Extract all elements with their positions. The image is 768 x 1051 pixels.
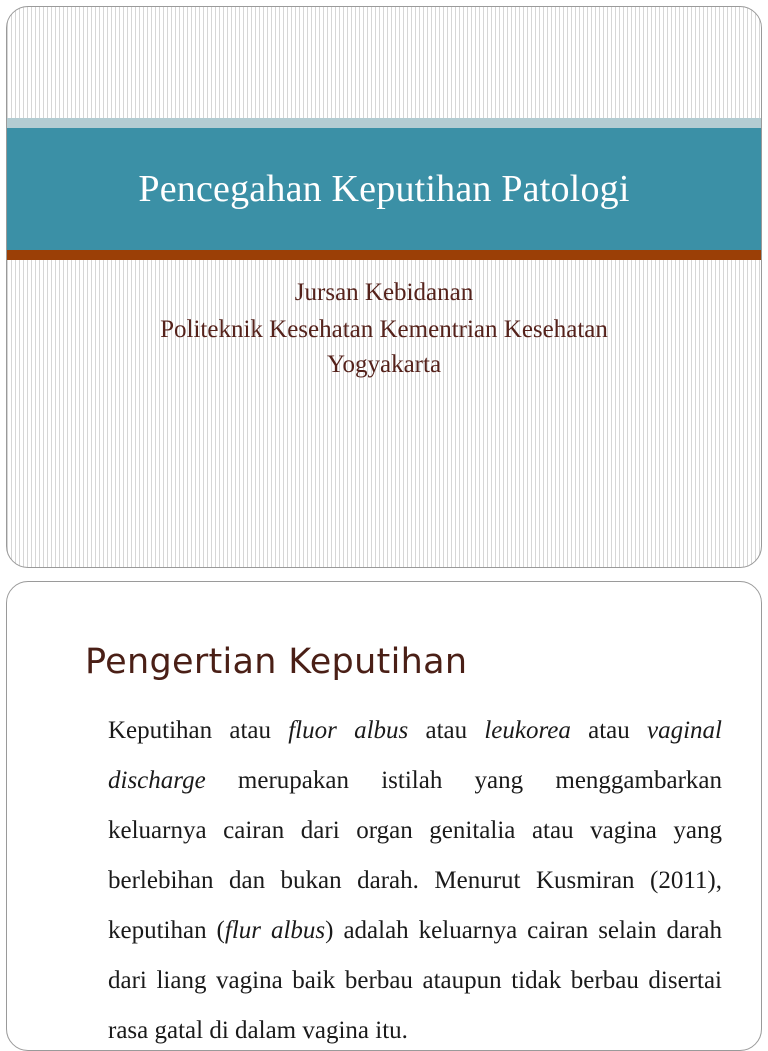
- italic-term: flur albus: [224, 917, 326, 944]
- paragraph-text: merupakan istilah yang menggambarkan keluarnya cairan dari organ genitalia atau vagina yang berlebihan dan bukan darah. Menurut Kusmiran (2011), keputihan (: [108, 767, 722, 944]
- subtitle-department: Jursan Kebidanan: [294, 279, 474, 306]
- definition-paragraph: [108, 706, 722, 1051]
- subtitle-institution: Politeknik Kesehatan Kementrian Kesehatan: [160, 316, 608, 343]
- italic-term: vaginal discharge: [108, 717, 722, 794]
- paragraph-text: atau: [570, 717, 647, 744]
- slide-subtitle: [7, 275, 761, 382]
- italic-term: leukorea: [484, 717, 571, 744]
- title-top-accent-bar: [7, 118, 761, 128]
- title-bottom-accent-bar: [7, 250, 761, 260]
- section-heading: Pengertian Keputihan: [85, 642, 468, 682]
- title-slide: [6, 6, 762, 568]
- paragraph-text: Keputihan atau: [108, 717, 289, 744]
- slide-title: Pencegahan Keputihan Patologi: [138, 168, 630, 210]
- paragraph-text: ) adalah keluarnya cairan selain darah dari liang vagina baik berbau ataupun tidak berbau disertai rasa gatal di dalam vagina itu.: [108, 917, 722, 1044]
- italic-term: fluor albus: [288, 717, 409, 744]
- title-bar: [7, 128, 761, 250]
- subtitle-city: Yogyakarta: [326, 351, 442, 378]
- paragraph-text: atau: [408, 717, 485, 744]
- content-slide: [6, 581, 762, 1051]
